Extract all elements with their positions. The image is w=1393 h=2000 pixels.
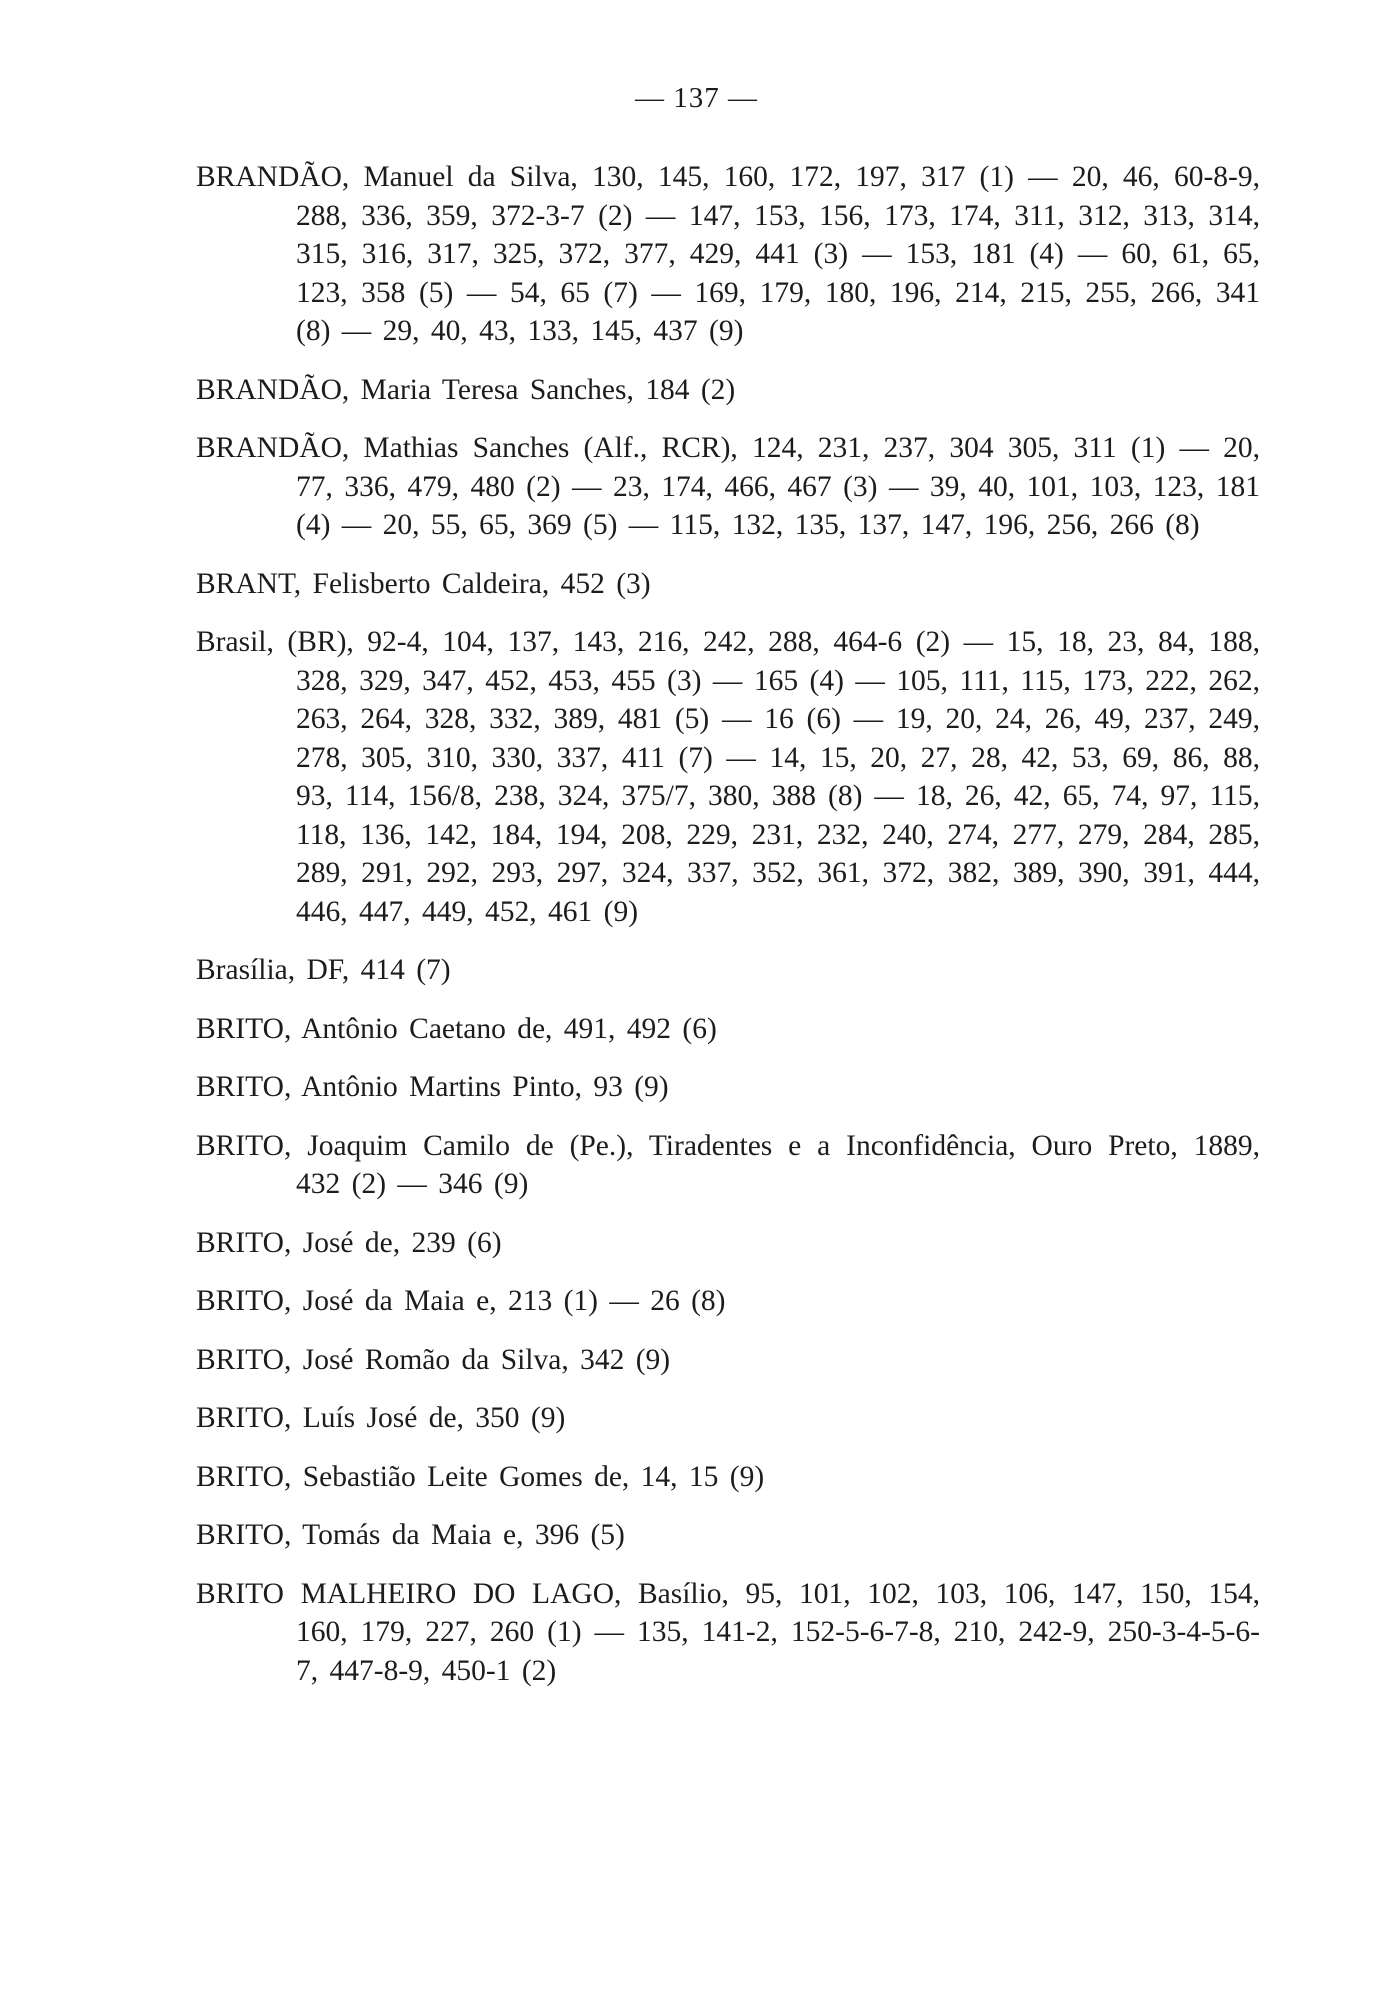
index-entry: BRANDÃO, Maria Teresa Sanches, 184 (2) [196,373,736,406]
index-entry: BRITO MALHEIRO DO LAGO, Basílio, 95, 101, 102, 103, 106, 147, 150, 154, 160, 179, 227, 260 (1) — 135, 141-2, 152-5-6-7-8, 210, 242-9, 250-3-4-5-6-7, 447-8-9, 450-1 (2) [196,1577,1260,1687]
index-entry: BRITO, Luís José de, 350 (9) [196,1402,566,1434]
index-entry: BRITO, Joaquim Camilo de (Pe.), Tiradentes e a Inconfidência, Ouro Preto, 1889, 432 (2) — 346 (9) [196,1129,1260,1200]
index-entry: BRITO, José da Maia e, 213 (1) — 26 (8) [196,1285,726,1317]
index-entry: BRITO, Antônio Martins Pinto, 93 (9) [196,1071,669,1103]
index-entry: BRANT, Felisberto Caldeira, 452 (3) [196,567,651,600]
index-entry: BRANDÃO, Manuel da Silva, 130, 145, 160, 172, 197, 317 (1) — 20, 46, 60-8-9, 288, 336, 359, 372-3-7 (2) — 147, 153, 156, 173, 174, 311, 312, 313, 314, 315, 316, 317, 325, 372, 377, 429, 441 (3) — 153, 181 (4) — 60, 61, 65, 123, 358 (5) — 54, 65 (7) — 169, 179, 180, 196, 214, 215, 255, 266, 341 (8) — 29, 40, 43, 133, 145, 437 (9) [196,161,1260,347]
index-entry: Brasil, (BR), 92-4, 104, 137, 143, 216, 242, 288, 464-6 (2) — 15, 18, 23, 84, 188, 328, 329, 347, 452, 453, 455 (3) — 165 (4) — 105, 111, 115, 173, 222, 262, 263, 264, 328, 332, 389, 481 (5) — 16 (6) — 19, 20, 24, 26, 49, 237, 249, 278, 305, 310, 330, 337, 411 (7) — 14, 15, 20, 27, 28, 42, 53, 69, 86, 88, 93, 114, 156/8, 238, 324, 375/7, 380, 388 (8) — 18, 26, 42, 65, 74, 97, 115, 118, 136, 142, 184, 194, 208, 229, 231, 232, 240, 274, 277, 279, 284, 285, 289, 291, 292, 293, 297, 324, 337, 352, 361, 372, 382, 389, 390, 391, 444, 446, 447, 449, 452, 461 (9) [196,626,1260,928]
index-entry: BRITO, Antônio Caetano de, 491, 492 (6) [196,1012,717,1045]
index-entry: BRANDÃO, Mathias Sanches (Alf., RCR), 124, 231, 237, 304 305, 311 (1) — 20, 77, 336, 479, 480 (2) — 23, 174, 466, 467 (3) — 39, 40, 101, 103, 123, 181 (4) — 20, 55, 65, 369 (5) — 115, 132, 135, 137, 147, 196, 256, 266 (8) [196,432,1260,541]
index-entry: BRITO, Sebastião Leite Gomes de, 14, 15 (9) [196,1460,765,1493]
index-entry: Brasília, DF, 414 (7) [196,954,451,986]
index-list [196,158,1260,1710]
index-entry: BRITO, José de, 239 (6) [196,1226,502,1259]
page-number: — 137 — [635,82,758,114]
index-entry: BRITO, Tomás da Maia e, 396 (5) [196,1519,625,1551]
index-entry: BRITO, José Romão da Silva, 342 (9) [196,1343,671,1376]
